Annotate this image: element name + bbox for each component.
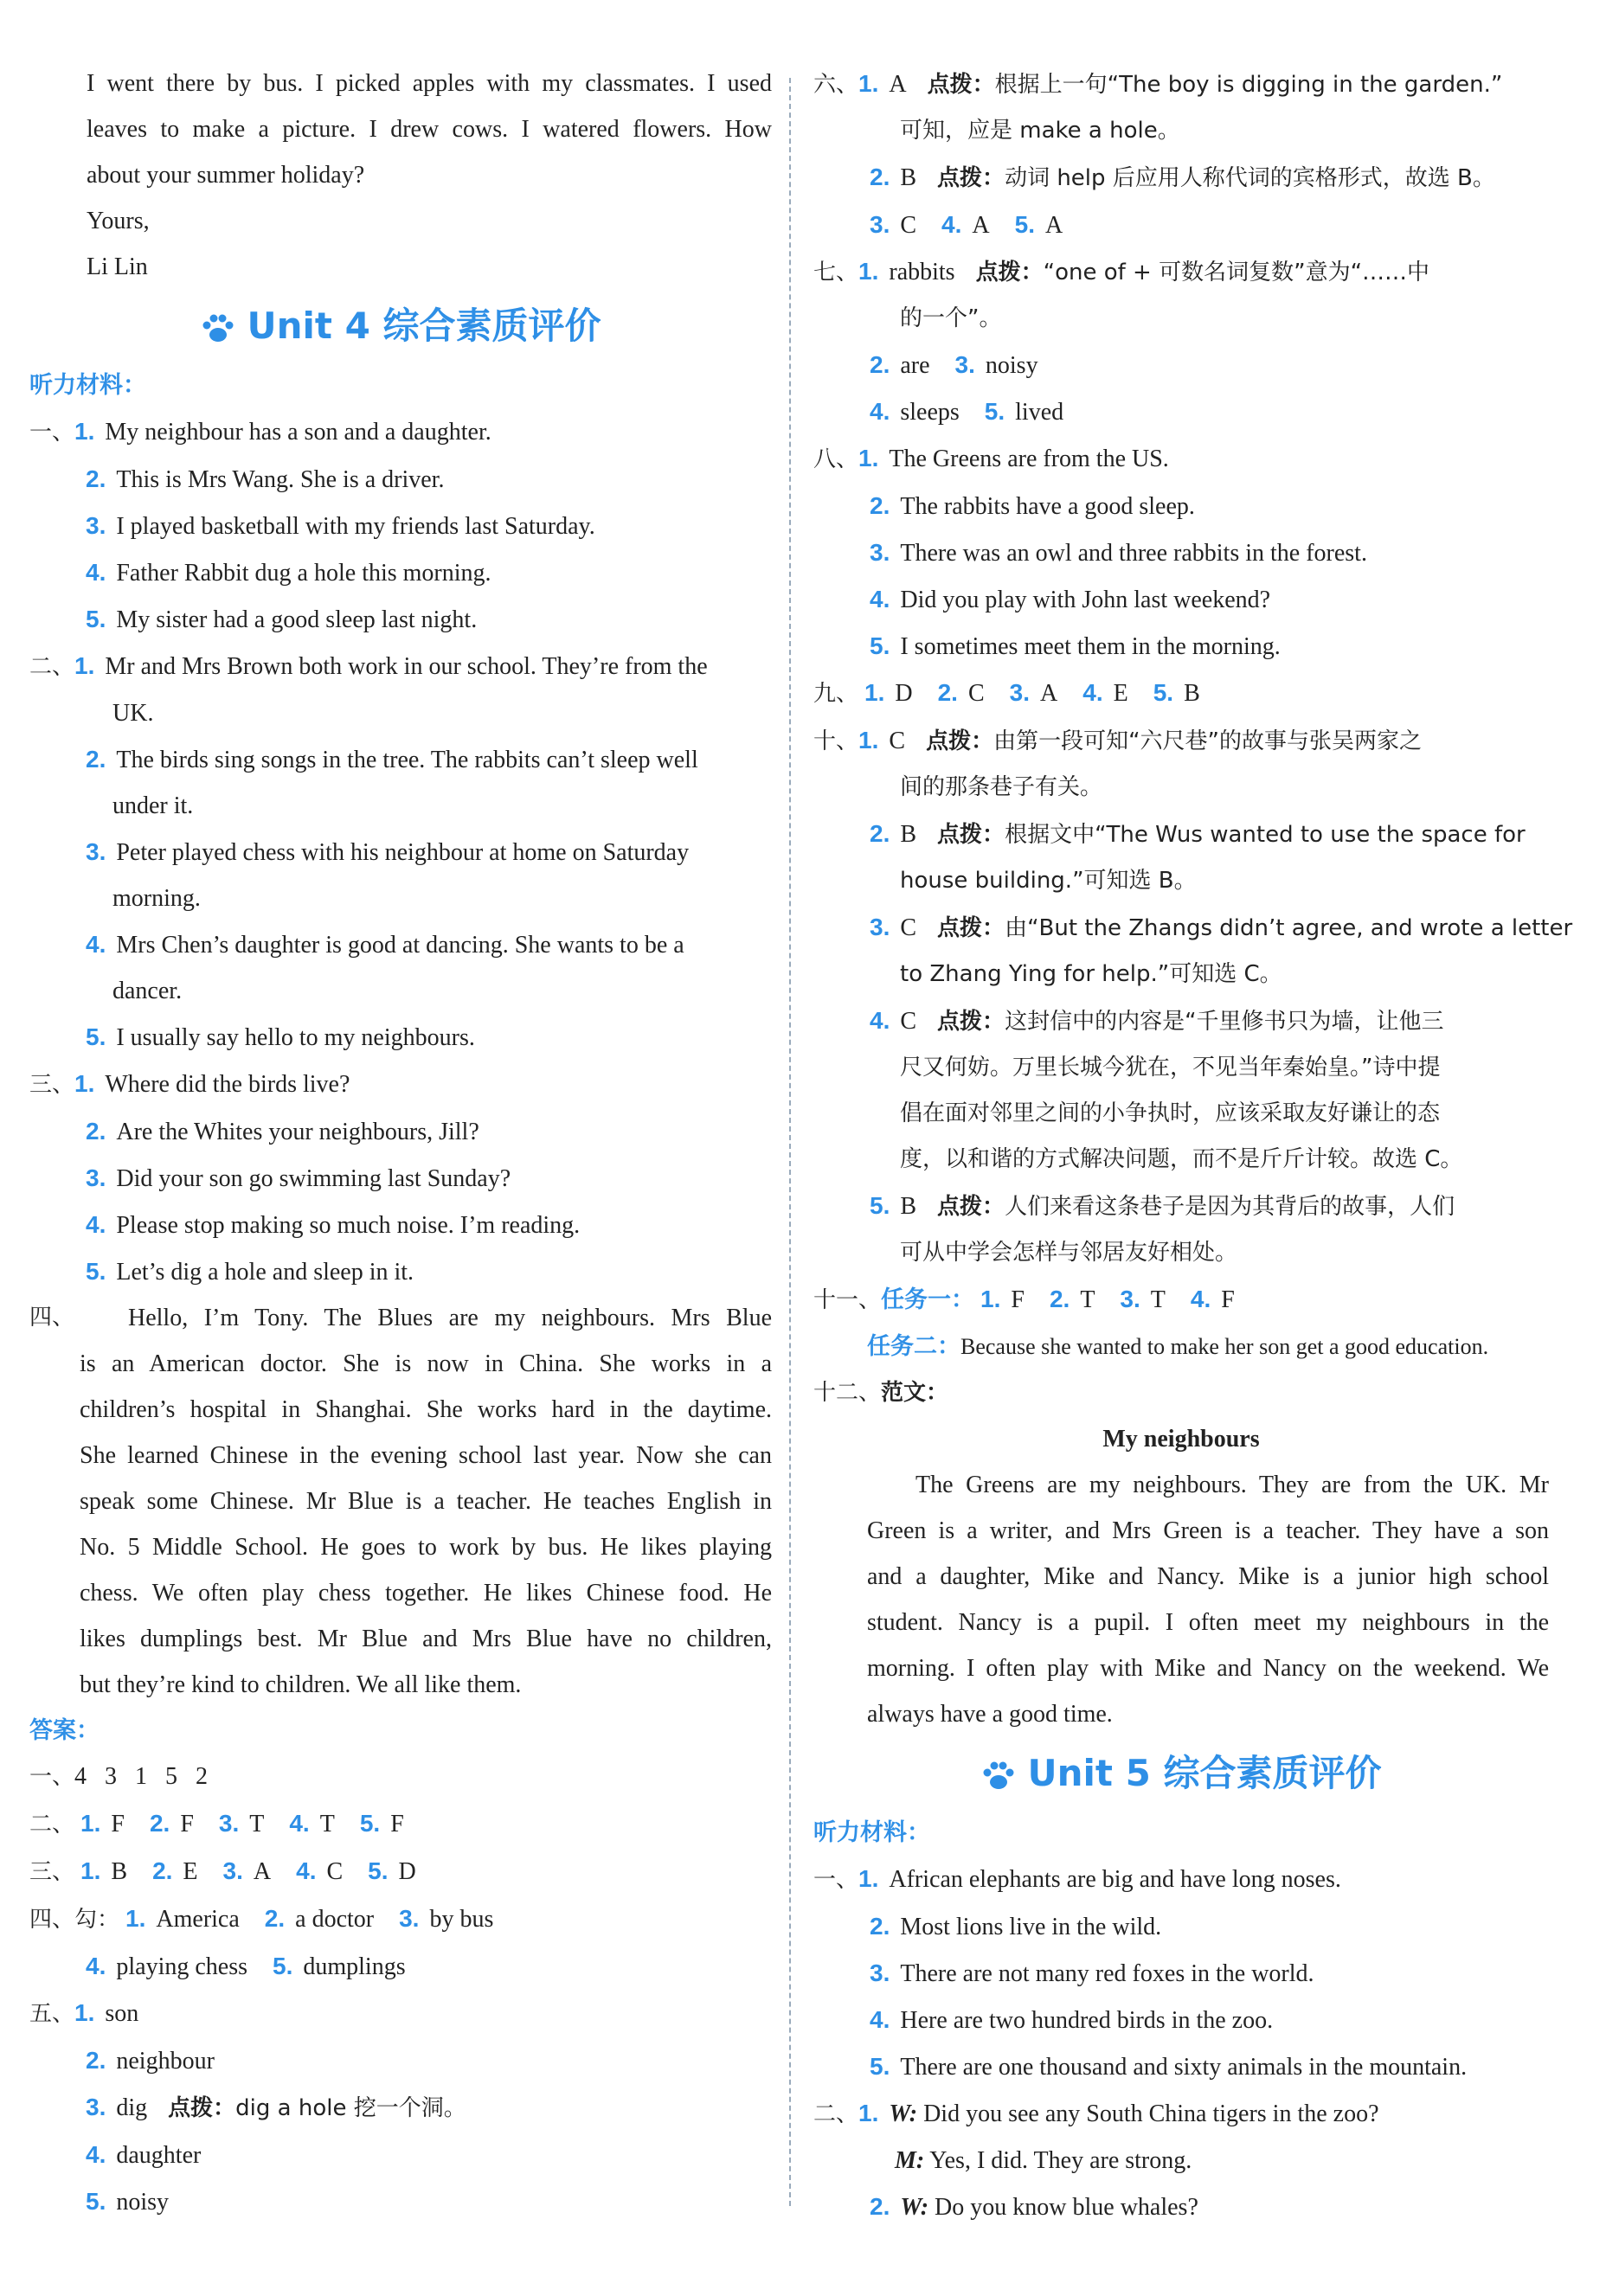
speaker: W: bbox=[900, 2194, 929, 2221]
hint-text: 动词 help 后应用人称代词的宾格形式，故选 B。 bbox=[1005, 165, 1495, 191]
item-number: 3. bbox=[1009, 679, 1031, 706]
check-mark-label: 勾： bbox=[74, 1907, 120, 1933]
right-column: 六、1. A 点拨：根据上一句“The boy is digging in the garden.” 可知，应是 make a hole。 2. B 点拨：动词 help 后应用人称代词的宾格形式，故选 B。 3. C 4. A 5. A 七、1. rabbits 点拨：“one of + 可数名词复数”意为“……中 的一个”。 2. are 3. noisy 4. sleeps 5. lived 八、1. The Greens are from the US. 2. The rabbits have a good sleep. 3. There was an owl and three rabbits in the forest. 4. Did you play with John last weekend? 5. I sometimes meet them in the morning. 九、 1. D 2. C 3. A 4. E 5. B 十、1. C 点拨：由第一段可知“六尺巷”的故事与张吴两家之 间的那条巷子有关。 2. B 点拨：根据文中“The Wus wanted to use the space for house building.”可知选 B。 3. C 点拨：由“But the Zhangs didn’t agree, and wrote a letter to Zhang Ying for help.”可知选 C。 4. C 点拨：这封信中的内容是“千里修书只为墙，让他三 尺又何妨。万里长城今犹在，不见当年秦始皇。”诗中提 倡在面对邻里之间的小争执时，应该采取友好谦让的态 度，以和谐的方式解决问题，而不是斤斤计较。故选 C。 5. B 点拨：人们来看这条巷子是因为其背后的故事，人们 可从中学会怎样与邻居友好相处。 十一、任务一： 1. F 2. T 3. T 4. F 任务二：Because she wanted to make her son get a good education. 十二、范文： My neighbours The Greens are my neighbours. They are from the UK. Mr Green is a writer, and Mrs Green is a teacher. They have a son and a daughter, Mike and Nancy. Mike is a junior high school student. Nancy is a pupil. I often meet my neighbours in the morning. I often play with Mike and Nancy on the weekend. We always have a good time. Unit 5 综合素质评价 听力材料： 一、1. African elephants are big and have long noses. 2. Most lions live in the wild. 3. There are not many red foxes in the world. 4. Here are two hundred birds in the zoo. 5. There are one thousand and sixty animals in the mountain. 二、1. W: Did you see any South China tigers in the zoo? M: Yes, I did. They are strong. 2. W: Do you know blue whales? bbox=[813, 70, 1573, 2221]
list-item: My neighbour has a son and a daughter. bbox=[105, 419, 491, 446]
item-number: 2. bbox=[149, 1810, 170, 1837]
answer: noisy bbox=[116, 2189, 170, 2216]
list-item-cont: under it. bbox=[112, 792, 194, 819]
task1-label: 任务一： bbox=[881, 1286, 975, 1313]
item-number: 3. bbox=[1120, 1286, 1140, 1312]
item-number: 5. bbox=[359, 1810, 381, 1837]
hint-label: 点拨： bbox=[168, 2095, 236, 2121]
passage-line: likes dumplings best. Mr Blue and Mrs Blue have no children, bbox=[80, 1626, 772, 1652]
list-item: Did your son go swimming last Sunday? bbox=[116, 1165, 511, 1192]
section-number: 四、 bbox=[29, 1907, 75, 1933]
item-number: 5. bbox=[368, 1857, 389, 1884]
list-item: Mr and Mrs Brown both work in our school. They’re from the bbox=[105, 653, 708, 680]
item-number: 2. bbox=[870, 351, 890, 378]
list-item: Are the Whites your neighbours, Jill? bbox=[116, 1119, 479, 1145]
answer: T bbox=[1080, 1286, 1095, 1313]
hint-text-cont: 可从中学会怎样与邻居友好相处。 bbox=[900, 1240, 1238, 1266]
speaker: M: bbox=[895, 2147, 925, 2174]
item-number: 2. bbox=[937, 679, 958, 706]
answer: A bbox=[1045, 212, 1063, 239]
answer: A bbox=[1040, 680, 1058, 707]
speaker: W: bbox=[889, 2100, 918, 2127]
list-item: Did you play with John last weekend? bbox=[900, 587, 1271, 613]
item-number: 4. bbox=[941, 211, 962, 238]
item-number: 3. bbox=[870, 539, 890, 566]
letter-line: leaves to make a picture. I drew cows. I watered flowers. How bbox=[87, 116, 772, 143]
item-number: 3. bbox=[86, 1164, 106, 1191]
item-number: 4. bbox=[86, 1211, 106, 1238]
section-number: 三、 bbox=[29, 1072, 75, 1098]
answer: A bbox=[972, 212, 990, 239]
item-number: 3. bbox=[218, 1810, 240, 1837]
section-number: 五、 bbox=[29, 2001, 75, 2027]
item-number: 1. bbox=[125, 1905, 146, 1932]
passage-line: children’s hospital in Shanghai. She works hard in the daytime. bbox=[80, 1396, 772, 1423]
essay-line: always have a good time. bbox=[867, 1701, 1113, 1728]
answer: C bbox=[900, 1008, 917, 1035]
answer: T bbox=[249, 1811, 265, 1837]
list-item: There are one thousand and sixty animals in the mountain. bbox=[900, 2054, 1468, 2081]
list-item: The rabbits have a good sleep. bbox=[900, 493, 1195, 520]
item-number: 1. bbox=[74, 1070, 95, 1097]
section-number: 四、 bbox=[29, 1305, 75, 1331]
list-item: Here are two hundred birds in the zoo. bbox=[900, 2007, 1274, 2034]
list-item: I usually say hello to my neighbours. bbox=[116, 1024, 475, 1051]
section-number: 六、 bbox=[813, 72, 859, 98]
answer: playing chess bbox=[116, 1953, 247, 1980]
item-number: 5. bbox=[870, 2053, 890, 2080]
paw-icon bbox=[981, 1760, 1016, 1792]
answer: C bbox=[326, 1858, 344, 1885]
list-item-cont: morning. bbox=[112, 885, 201, 912]
letter-line: Yours, bbox=[87, 208, 150, 234]
hint-text: 由“But the Zhangs didn’t agree, and wrote a letter bbox=[1005, 915, 1573, 941]
column-divider bbox=[789, 78, 791, 2206]
hint-text-cont: 度，以和谐的方式解决问题，而不是斤斤计较。故选 C。 bbox=[900, 1146, 1463, 1172]
answer: neighbour bbox=[116, 2048, 215, 2075]
essay-line: student. Nancy is a pupil. I often meet my neighbours in the bbox=[867, 1609, 1549, 1636]
passage-line: speak some Chinese. Mr Blue is a teacher. He teaches English in bbox=[80, 1488, 772, 1515]
hint-text: dig a hole 挖一个洞。 bbox=[235, 2095, 466, 2121]
hint-text-cont: 可知，应是 make a hole。 bbox=[900, 118, 1180, 144]
section-number: 八、 bbox=[813, 446, 859, 472]
item-number: 5. bbox=[984, 398, 1005, 425]
answer: a doctor bbox=[295, 1906, 375, 1933]
answer: son bbox=[105, 2000, 139, 2027]
item-number: 4. bbox=[870, 2006, 890, 2033]
answer: A bbox=[253, 1858, 272, 1885]
listening-label: 听力材料： bbox=[813, 1819, 930, 1846]
hint-label: 点拨： bbox=[927, 72, 995, 98]
list-item: Father Rabbit dug a hole this morning. bbox=[116, 560, 491, 587]
item-number: 2. bbox=[870, 2193, 890, 2220]
item-number: 2. bbox=[86, 465, 106, 492]
letter-line: I went there by bus. I picked apples with my classmates. I used bbox=[87, 70, 772, 97]
item-number: 1. bbox=[980, 1286, 1001, 1312]
item-number: 3. bbox=[86, 512, 106, 539]
answer: noisy bbox=[985, 352, 1038, 379]
item-number: 1. bbox=[74, 418, 95, 445]
answer: F bbox=[180, 1811, 194, 1837]
list-item: I played basketball with my friends last Saturday. bbox=[116, 513, 595, 540]
hint-label: 点拨： bbox=[975, 260, 1044, 285]
item-number: 2. bbox=[86, 1118, 106, 1145]
passage-line: but they’re kind to children. We all like them. bbox=[80, 1671, 522, 1698]
item-number: 4. bbox=[870, 398, 890, 425]
essay-title: My neighbours bbox=[1102, 1426, 1260, 1453]
unit4-title: Unit 4 综合素质评价 bbox=[247, 305, 601, 347]
item-number: 2. bbox=[152, 1857, 173, 1884]
list-item: I sometimes meet them in the morning. bbox=[900, 633, 1281, 660]
section-number: 十二、 bbox=[813, 1380, 882, 1406]
list-item: There was an owl and three rabbits in the forest. bbox=[900, 540, 1367, 567]
section-number: 二、 bbox=[29, 654, 75, 680]
essay-line: and a daughter, Mike and Nancy. Mike is a junior high school bbox=[867, 1563, 1549, 1590]
list-item: This is Mrs Wang. She is a driver. bbox=[116, 466, 445, 493]
hint-text-cont: 的一个”。 bbox=[900, 305, 1002, 331]
section-number: 二、 bbox=[813, 2101, 859, 2127]
left-column: I went there by bus. I picked apples with my classmates. I used leaves to make a picture. I drew cows. I watered flowers. How about your summer holiday? Yours, Li Lin Unit 4 综合素质评价 听力材料： 一、1. My neighbour has a son and a daughter. 2. This is Mrs Wang. She is a driver. 3. I played basketball with my friends last Saturday. 4. Father Rabbit dug a hole this morning. 5. My sister had a good sleep last night. 二、1. Mr and Mrs Brown both work in our school. They’re from the UK. 2. The birds sing songs in the tree. The rabbits can’t sleep well under it. 3. Peter played chess with his neighbour at home on Saturday morning. 4. Mrs Chen’s daughter is good at dancing. She wants to be a dancer. 5. I usually say hello to my neighbours. 三、1. Where did the birds live? 2. Are the Whites your neighbours, Jill? 3. Did your son go swimming last Sunday? 4. Please stop making so much noise. I’m reading. 5. Let’s dig a hole and sleep in it. 四、 Hello, I’m Tony. The Blues are my neighbours. Mrs Blue is an American doctor. She is now in China. She works in a children’s hospital in Shanghai. She works hard in the daytime. She learned Chinese in the evening school last year. Now she can speak some Chinese. Mr Blue is a teacher. He teaches English in No. 5 Middle School. He goes to work by bus. He likes playing chess. We often play chess together. He likes Chinese food. He likes dumplings best. Mr Blue and Mrs Blue have no children, but they’re kind to children. We all like them. 答案： 一、4 3 1 5 2 二、 1. F 2. F 3. T 4. T 5. F 三、 1. B 2. E 3. A 4. C 5. D 四、勾： 1. America 2. a doctor 3. by bus 4. playing chess 5. dumplings 五、1. son 2. neighbour 3. dig 点拨：dig a hole 挖一个洞。 4. daughter 5. noisy bbox=[29, 61, 772, 2225]
answer: lived bbox=[1015, 399, 1064, 426]
item-number: 4. bbox=[289, 1810, 310, 1837]
item-number: 3. bbox=[222, 1857, 243, 1884]
hint-label: 点拨： bbox=[937, 915, 1005, 941]
item-number: 4. bbox=[1190, 1286, 1211, 1312]
list-item: There are not many red foxes in the world. bbox=[900, 1960, 1314, 1987]
letter-line: about your summer holiday? bbox=[87, 162, 365, 189]
hint-text: 根据文中“The Wus wanted to use the space for bbox=[1005, 822, 1526, 848]
answer: B bbox=[900, 1193, 917, 1220]
hint-text: 根据上一句“The boy is digging in the garden.” bbox=[994, 72, 1503, 98]
item-number: 4. bbox=[870, 586, 890, 612]
passage-line: No. 5 Middle School. He goes to work by bus. He likes playing bbox=[80, 1534, 772, 1561]
unit4-heading bbox=[29, 290, 772, 362]
section-number: 三、 bbox=[29, 1859, 75, 1885]
answer: dig bbox=[116, 2094, 148, 2121]
hint-text-cont: 倡在面对邻里之间的小争执时，应该采取友好谦让的态 bbox=[900, 1100, 1441, 1126]
answer-sequence: 4 3 1 5 2 bbox=[74, 1763, 209, 1790]
hint-text: 人们来看这条巷子是因为其背后的故事，人们 bbox=[1005, 1194, 1455, 1220]
item-number: 2. bbox=[264, 1905, 286, 1932]
passage-line: chess. We often play chess together. He likes Chinese food. He bbox=[80, 1580, 772, 1607]
dialogue-line: Do you know blue whales? bbox=[935, 2194, 1198, 2221]
sample-label: 范文： bbox=[881, 1380, 949, 1406]
essay-line: Green is a writer, and Mrs Green is a teacher. They have a son bbox=[867, 1517, 1549, 1544]
answer: D bbox=[398, 1858, 416, 1885]
answer: E bbox=[183, 1858, 198, 1885]
item-number: 5. bbox=[1153, 679, 1174, 706]
answer: F bbox=[111, 1811, 125, 1837]
answer: B bbox=[1184, 680, 1200, 707]
item-number: 5. bbox=[273, 1953, 293, 1979]
item-number: 2. bbox=[1049, 1286, 1070, 1312]
section-number: 一、 bbox=[813, 1867, 859, 1893]
hint-text: “one of + 可数名词复数”意为“……中 bbox=[1043, 260, 1430, 285]
answer: daughter bbox=[116, 2142, 202, 2169]
answer: B bbox=[900, 164, 917, 191]
list-item: The birds sing songs in the tree. The rabbits can’t sleep well bbox=[116, 747, 698, 773]
hint-text: 这封信中的内容是“千里修书只为墙，让他三 bbox=[1005, 1009, 1444, 1035]
item-number: 3. bbox=[954, 351, 975, 378]
answer: T bbox=[1150, 1286, 1166, 1313]
answer: by bus bbox=[429, 1906, 494, 1933]
task2-label: 任务二： bbox=[867, 1333, 960, 1360]
answer: F bbox=[390, 1811, 404, 1837]
list-item: Where did the birds live? bbox=[105, 1071, 350, 1098]
list-item-cont: UK. bbox=[112, 700, 154, 727]
item-number: 2. bbox=[870, 492, 890, 519]
list-item: Let’s dig a hole and sleep in it. bbox=[116, 1259, 414, 1286]
item-number: 5. bbox=[86, 1258, 106, 1285]
item-number: 3. bbox=[870, 1959, 890, 1986]
hint-label: 点拨： bbox=[937, 822, 1005, 848]
hint-label: 点拨： bbox=[937, 1194, 1005, 1220]
item-number: 1. bbox=[858, 2100, 879, 2126]
list-item: African elephants are big and have long noses. bbox=[889, 1866, 1341, 1893]
item-number: 1. bbox=[80, 1810, 101, 1837]
answer: C bbox=[900, 212, 917, 239]
hint-text-cont: 尺又何妨。万里长城今犹在，不见当年秦始皇。”诗中提 bbox=[900, 1055, 1441, 1081]
item-number: 1. bbox=[864, 679, 885, 706]
item-number: 5. bbox=[1014, 211, 1035, 238]
section-number: 十、 bbox=[813, 728, 859, 754]
answer: B bbox=[111, 1858, 128, 1885]
answer: America bbox=[156, 1906, 240, 1933]
item-number: 3. bbox=[399, 1905, 420, 1932]
passage-line: Hello, I’m Tony. The Blues are my neighbours. Mrs Blue bbox=[128, 1305, 772, 1331]
list-item: Please stop making so much noise. I’m reading. bbox=[116, 1212, 581, 1239]
item-number: 5. bbox=[86, 606, 106, 632]
list-item: Most lions live in the wild. bbox=[900, 1914, 1162, 1940]
listening-label: 听力材料： bbox=[29, 372, 146, 399]
answer: B bbox=[900, 821, 917, 848]
essay-line: The Greens are my neighbours. They are from the UK. Mr bbox=[915, 1472, 1549, 1498]
hint-text-cont: 间的那条巷子有关。 bbox=[900, 774, 1103, 800]
answer: T bbox=[319, 1811, 335, 1837]
answer: rabbits bbox=[889, 259, 955, 285]
unit5-title: Unit 5 综合素质评价 bbox=[1027, 1752, 1382, 1794]
list-item: My sister had a good sleep last night. bbox=[116, 606, 478, 633]
item-number: 1. bbox=[80, 1857, 101, 1884]
hint-text: 由第一段可知“六尺巷”的故事与张吴两家之 bbox=[993, 728, 1423, 754]
answer: A bbox=[889, 71, 907, 98]
answer: E bbox=[1113, 680, 1128, 707]
passage-line: is an American doctor. She is now in China. She works in a bbox=[80, 1350, 772, 1377]
section-number: 一、 bbox=[29, 1764, 75, 1790]
answer: dumplings bbox=[303, 1953, 406, 1980]
item-number: 4. bbox=[1082, 679, 1103, 706]
list-item: Mrs Chen’s daughter is good at dancing. She wants to be a bbox=[116, 932, 684, 959]
dialogue-line: Yes, I did. They are strong. bbox=[929, 2147, 1192, 2174]
list-item: Peter played chess with his neighbour at home on Saturday bbox=[116, 839, 690, 866]
section-number: 九、 bbox=[813, 681, 859, 707]
hint-label: 点拨： bbox=[937, 165, 1005, 191]
answer: C bbox=[900, 914, 917, 941]
essay-line: morning. I often play with Mike and Nancy on the weekend. We bbox=[867, 1655, 1549, 1682]
hint-label: 点拨： bbox=[937, 1009, 1005, 1035]
answer: are bbox=[900, 352, 930, 379]
item-number: 4. bbox=[86, 559, 106, 586]
answer: C bbox=[967, 680, 985, 707]
section-number: 七、 bbox=[813, 260, 859, 285]
hint-text-cont: house building.”可知选 B。 bbox=[900, 868, 1197, 894]
paw-icon bbox=[201, 313, 235, 344]
letter-line: Li Lin bbox=[87, 253, 148, 280]
answer: sleeps bbox=[900, 399, 960, 426]
item-number: 1. bbox=[858, 445, 879, 471]
item-number: 5. bbox=[870, 632, 890, 659]
answer: F bbox=[1011, 1286, 1025, 1313]
answer: D bbox=[895, 680, 913, 707]
answer: F bbox=[1221, 1286, 1235, 1313]
dialogue-line: Did you see any South China tigers in the zoo? bbox=[923, 2100, 1379, 2127]
answers-label: 答案： bbox=[29, 1717, 100, 1744]
item-number: 2. bbox=[870, 1913, 890, 1940]
answer: C bbox=[889, 728, 906, 754]
passage-line: She learned Chinese in the evening school last year. Now she can bbox=[80, 1442, 772, 1469]
list-item-cont: dancer. bbox=[112, 978, 183, 1004]
item-number: 3. bbox=[870, 211, 890, 238]
hint-text-cont: to Zhang Ying for help.”可知选 C。 bbox=[900, 961, 1282, 987]
item-number: 1. bbox=[858, 1865, 879, 1892]
hint-label: 点拨： bbox=[926, 728, 994, 754]
section-number: 一、 bbox=[29, 420, 75, 446]
section-number: 二、 bbox=[29, 1812, 75, 1837]
section-number: 十一、 bbox=[813, 1287, 882, 1313]
item-number: 4. bbox=[296, 1857, 317, 1884]
item-number: 4. bbox=[86, 1953, 106, 1979]
answer: Because she wanted to make her son get a good education. bbox=[960, 1334, 1489, 1359]
unit5-heading bbox=[813, 1737, 1549, 1810]
list-item: The Greens are from the US. bbox=[889, 446, 1169, 472]
